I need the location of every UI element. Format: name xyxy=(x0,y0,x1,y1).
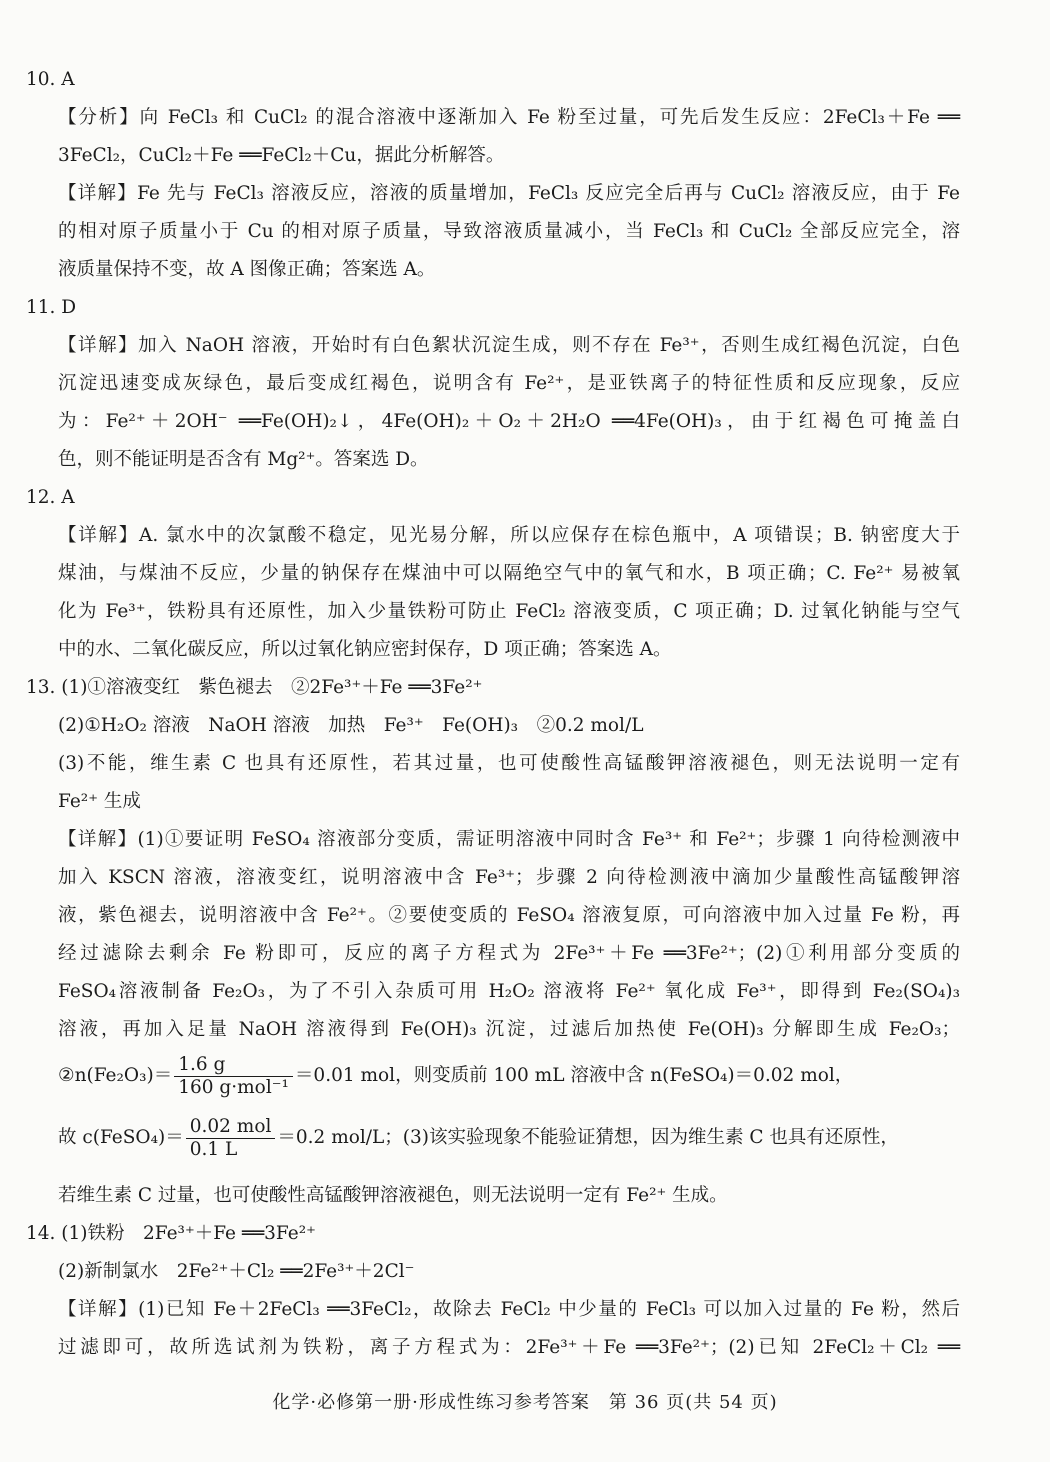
answer-part: (2)新制氯水 2Fe²⁺＋Cl₂ ══2Fe³⁺＋2Cl⁻ xyxy=(58,1261,415,1282)
detail-line: 【详解】加入 NaOH 溶液，开始时有白色絮状沉淀生成，则不存在 Fe³⁺，否则生成红褐色沉淀，白色 xyxy=(58,335,960,356)
detail-line: 加入 KSCN 溶液，溶液变红，说明溶液中含 Fe³⁺；步骤 2 向待检测液中滴加少量酸性高锰酸钾溶 xyxy=(58,867,960,888)
answer-number: 13. (1)①溶液变红 紫色褪去 ②2Fe³⁺＋Fe ══3Fe²⁺ xyxy=(26,677,483,698)
fraction-denominator: 0.1 L xyxy=(189,1138,238,1160)
detail-line: 煤油，与煤油不反应，少量的钠保存在煤油中可以隔绝空气中的氧气和水，B 项正确；C. Fe²⁺ 易被氧 xyxy=(58,563,960,584)
detail-line: 过滤即可，故所选试剂为铁粉，离子方程式为：2Fe³⁺＋Fe ══3Fe²⁺；(2)已知 2FeCl₂＋Cl₂ ══ xyxy=(58,1337,960,1358)
detail-line: 中的水、二氧化碳反应，所以过氧化钠应密封保存，D 项正确；答案选 A。 xyxy=(58,639,672,660)
answer-number: 12. A xyxy=(26,487,75,508)
analysis-line: 3FeCl₂，CuCl₂＋Fe ══FeCl₂＋Cu，据此分析解答。 xyxy=(58,145,505,166)
detail-line: 溶液，再加入足量 NaOH 溶液得到 Fe(OH)₃ 沉淀，过滤后加热使 Fe(OH)₃ 分解即生成 Fe₂O₃； xyxy=(58,1019,960,1040)
answer-part: (3)不能，维生素 C 也具有还原性，若其过量，也可使酸性高锰酸钾溶液褪色，则无法说明一定有 xyxy=(58,753,960,774)
formula-lhs: 故 c(FeSO₄)＝ xyxy=(58,1127,184,1148)
formula-line-mass xyxy=(58,1050,960,1102)
formula-rhs: ＝0.2 mol/L；(3)该实验现象不能验证猜想，因为维生素 C 也具有还原性， xyxy=(277,1127,899,1148)
answer-part: Fe²⁺ 生成 xyxy=(58,791,141,812)
fraction xyxy=(186,1116,276,1161)
formula-rhs: ＝0.01 mol，则变质前 100 mL 溶液中含 n(FeSO₄)＝0.02 mol， xyxy=(294,1065,854,1086)
detail-line: 经过滤除去剩余 Fe 粉即可，反应的离子方程式为 2Fe³⁺＋Fe ══3Fe²⁺；(2)①利用部分变质的 xyxy=(58,943,960,964)
detail-line: FeSO₄溶液制备 Fe₂O₃，为了不引入杂质可用 H₂O₂ 溶液将 Fe²⁺ 氧化成 Fe³⁺，即得到 Fe₂(SO₄)₃ xyxy=(58,981,960,1002)
formula-line-concentration xyxy=(58,1112,960,1164)
detail-line: 的相对原子质量小于 Cu 的相对原子质量，导致溶液质量减小，当 FeCl₃ 和 CuCl₂ 全部反应完全，溶 xyxy=(58,221,960,242)
detail-line: 【详解】(1)已知 Fe＋2FeCl₃ ══3FeCl₂，故除去 FeCl₂ 中少量的 FeCl₃ 可以加入过量的 Fe 粉，然后 xyxy=(58,1299,960,1320)
detail-line: 【详解】A. 氯水中的次氯酸不稳定，见光易分解，所以应保存在棕色瓶中，A 项错误；B. 钠密度大于 xyxy=(58,525,960,546)
detail-line: 沉淀迅速变成灰绿色，最后变成红褐色，说明含有 Fe²⁺，是亚铁离子的特征性质和反应现象，反应 xyxy=(58,373,960,394)
answer-number: 11. D xyxy=(26,297,77,318)
analysis-line: 【分析】向 FeCl₃ 和 CuCl₂ 的混合溶液中逐渐加入 Fe 粉至过量，可先后发生反应：2FeCl₃＋Fe ══ xyxy=(58,107,960,128)
formula-lhs: ②n(Fe₂O₃)＝ xyxy=(58,1065,173,1086)
answer-part: (2)①H₂O₂ 溶液 NaOH 溶液 加热 Fe³⁺ Fe(OH)₃ ②0.2 mol/L xyxy=(58,715,644,736)
detail-line: 化为 Fe³⁺，铁粉具有还原性，加入少量铁粉可防止 FeCl₂ 溶液变质，C 项正确；D. 过氧化钠能与空气 xyxy=(58,601,960,622)
answer-number: 14. (1)铁粉 2Fe³⁺＋Fe ══3Fe²⁺ xyxy=(26,1223,316,1244)
fraction-denominator: 160 g·mol⁻¹ xyxy=(178,1076,289,1098)
detail-line: 【详解】(1)①要证明 FeSO₄ 溶液部分变质，需证明溶液中同时含 Fe³⁺ 和 Fe²⁺；步骤 1 向待检测液中 xyxy=(58,829,960,850)
fraction xyxy=(174,1054,293,1099)
detail-line: 色，则不能证明是否含有 Mg²⁺。答案选 D。 xyxy=(58,449,429,470)
detail-line: 【详解】Fe 先与 FeCl₃ 溶液反应，溶液的质量增加，FeCl₃ 反应完全后再与 CuCl₂ 溶液反应，由于 Fe xyxy=(58,183,960,204)
fraction-numerator: 0.02 mol xyxy=(186,1116,276,1139)
detail-line: 液质量保持不变，故 A 图像正确；答案选 A。 xyxy=(58,259,436,280)
page-footer: 化学·必修第一册·形成性练习参考答案 第 36 页(共 54 页) xyxy=(272,1392,778,1413)
detail-line: 若维生素 C 过量，也可使酸性高锰酸钾溶液褪色，则无法说明一定有 Fe²⁺ 生成。 xyxy=(58,1185,728,1206)
detail-line: 为：Fe²⁺＋2OH⁻ ══Fe(OH)₂↓，4Fe(OH)₂＋O₂＋2H₂O ══4Fe(OH)₃，由于红褐色可掩盖白 xyxy=(58,411,960,432)
detail-line: 液，紫色褪去，说明溶液中含 Fe²⁺。②要使变质的 FeSO₄ 溶液复原，可向溶液中加入过量 Fe 粉，再 xyxy=(58,905,960,926)
answer-number: 10. A xyxy=(26,69,75,90)
fraction-numerator: 1.6 g xyxy=(174,1054,293,1077)
